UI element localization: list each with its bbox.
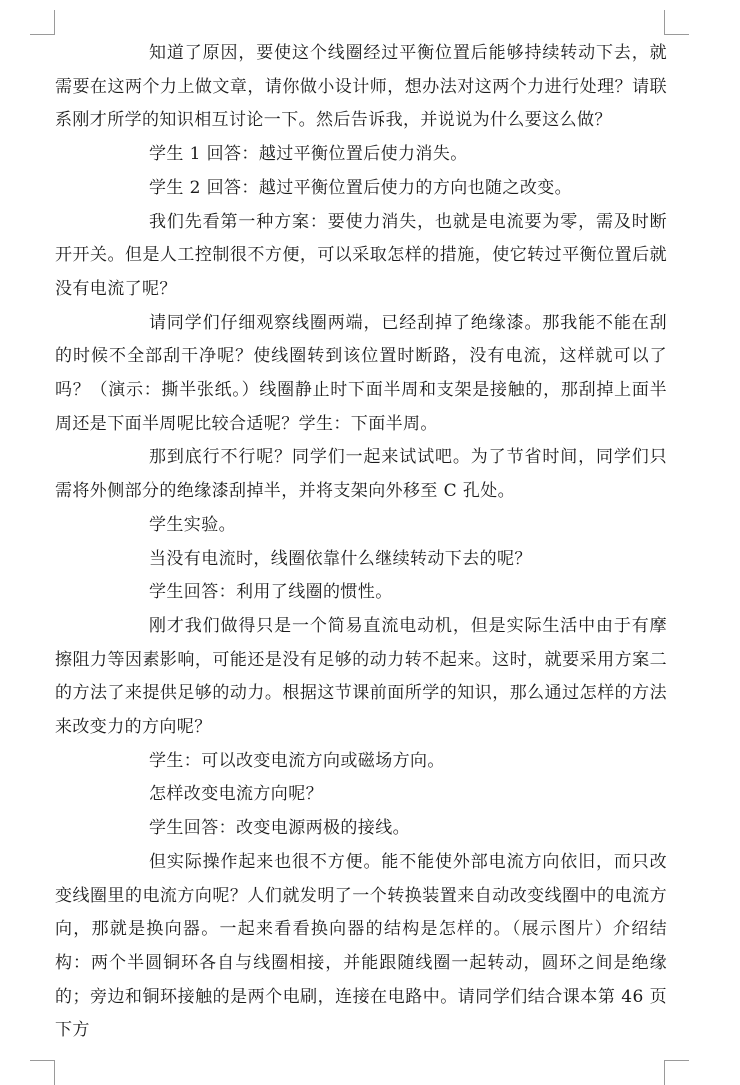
crop-mark-bottom-left xyxy=(30,1060,55,1085)
paragraph-swap-terminals-answer: 学生回答：改变电源两极的接线。 xyxy=(149,818,410,839)
paragraph-student-1-answer: 学生 1 回答：越过平衡位置后使力消失。 xyxy=(149,144,468,165)
paragraph-student-experiment: 学生实验。 xyxy=(149,514,236,535)
paragraph-try-it: 那到底行不行呢？同学们一起来试试吧。为了节省时间，同学们只需将外侧部分的绝缘漆刮掉半，并将支架向外移至 C 孔处。 xyxy=(55,447,667,502)
paragraph-plan-one: 我们先看第一种方案：要使力消失，也就是电流要为零，需及时断开开关。但是人工控制很不方便，可以采取怎样的措施，使它转过平衡位置后就没有电流了呢？ xyxy=(55,211,667,299)
paragraph-student-2-answer: 学生 2 回答：越过平衡位置后使力的方向也随之改变。 xyxy=(149,177,573,198)
paragraph-plan-two: 刚才我们做得只是一个简易直流电动机，但是实际生活中由于有摩擦阻力等因素影响，可能还是没有足够的动力转不起来。这时，就要采用方案二的方法了来提供足够的动力。根据这节课前面所学的知识，那么通过怎样的方法来改变力的方向呢？ xyxy=(55,615,667,738)
paragraph-change-current-question: 怎样改变电流方向呢？ xyxy=(149,784,323,805)
paragraph-observe-coil: 请同学们仔细观察线圈两端，已经刮掉了绝缘漆。那我能不能在刮的时候不全部刮干净呢？使线圈转到该位置时断路，没有电流，这样就可以了吗？（演示：撕半张纸。）线圈静止时下面半周和支架是接触的，那刮掉上面半周还是下面半周呢比较合适呢？学生：下面半周。 xyxy=(55,312,667,434)
paragraph-design-question: 知道了原因，要使这个线圈经过平衡位置后能够持续转动下去，就需要在这两个力上做文章，请你做小设计师，想办法对这两个力进行处理？请联系刚才所学的知识相互讨论一下。然后告诉我，并说说为什么要这么做？ xyxy=(55,43,667,131)
crop-mark-top-right xyxy=(664,10,689,35)
crop-mark-bottom-right xyxy=(664,1060,689,1085)
document-body xyxy=(55,37,667,1048)
paragraph-no-current-question: 当没有电流时，线圈依靠什么继续转动下去的呢？ xyxy=(149,548,532,569)
paragraph-commutator: 但实际操作起来也很不方便。能不能使外部电流方向依旧，而只改变线圈里的电流方向呢？人们就发明了一个转换装置来自动改变线圈中的电流方向，那就是换向器。一起来看看换向器的结构是怎样的。（展示图片）介绍结构：两个半圆铜环各自与线圈相接，并能跟随线圈一起转动，圆环之间是绝缘的；旁边和铜环接触的是两个电刷，连接在电路中。请同学们结合课本第 46 页下方 xyxy=(55,851,667,1041)
paragraph-inertia-answer: 学生回答：利用了线圈的惯性。 xyxy=(149,582,393,603)
paragraph-student-direction: 学生：可以改变电流方向或磁场方向。 xyxy=(149,750,445,771)
crop-mark-top-left xyxy=(30,10,55,35)
